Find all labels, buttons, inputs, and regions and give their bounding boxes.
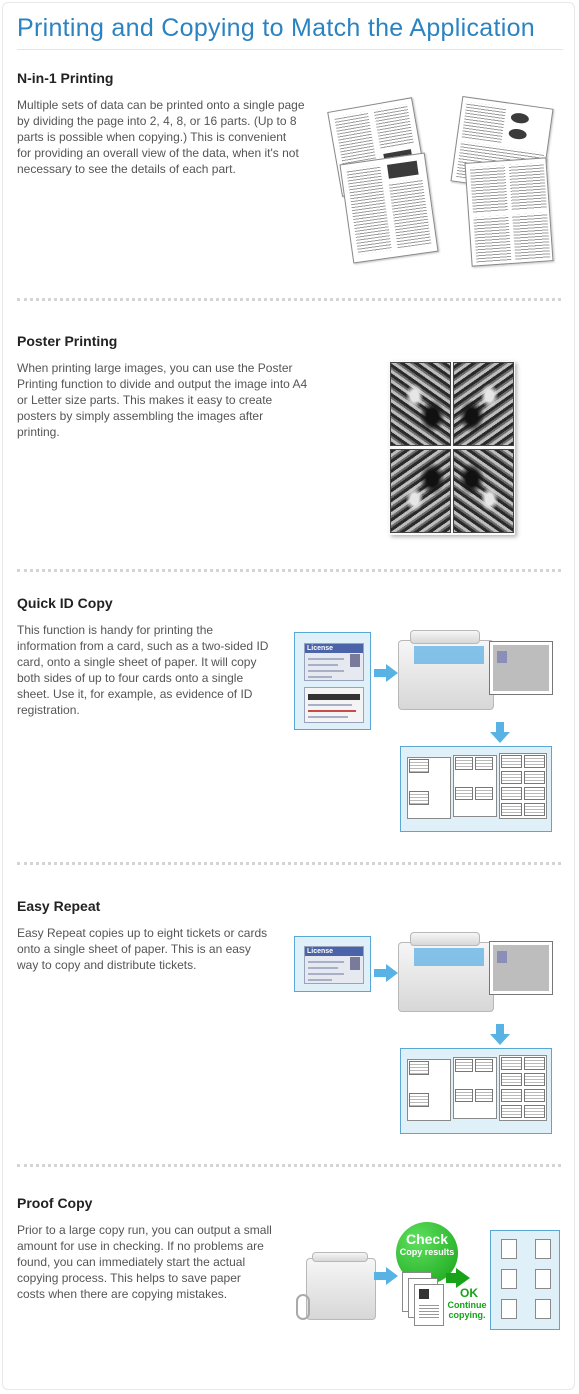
phone-handset-icon	[296, 1294, 310, 1320]
section-divider	[17, 862, 561, 865]
text-line: necessary to see the details of each part.	[17, 162, 236, 176]
text-line: parts is possible when copying.) This is convenient	[17, 130, 287, 144]
stack-sheet	[535, 1269, 551, 1289]
text-line: by dividing the page into 2, 4, 8, or 16 parts. (Up to 8	[17, 114, 297, 128]
continue-line: copying.	[448, 1310, 486, 1320]
text-line: costs when there are copying mistakes.	[17, 1287, 228, 1301]
text-line: found, you can immediately start the actual	[17, 1255, 246, 1269]
easy-repeat-illustration	[294, 930, 556, 1136]
section-description	[17, 97, 305, 177]
stack-sheet	[501, 1269, 517, 1289]
poster-tiger-image	[389, 361, 515, 535]
page-title: Printing and Copying to Match the Application	[17, 14, 563, 50]
text-line: amount for use in checking. If no problems are	[17, 1239, 264, 1253]
section-title: Proof Copy	[17, 1195, 93, 1211]
document-page	[464, 157, 553, 266]
text-line: sheet. Use it, for example, as evidence of ID	[17, 687, 253, 701]
right-arrow-icon	[386, 964, 398, 982]
down-arrow-icon	[490, 1034, 510, 1045]
stack-sheet	[535, 1299, 551, 1319]
scan-preview	[490, 642, 552, 694]
section-description	[17, 925, 267, 973]
text-line: posters by simply assembling the images after	[17, 409, 264, 423]
id-card-front: License	[304, 643, 364, 681]
right-arrow-icon	[386, 664, 398, 682]
check-title: Check	[405, 1231, 449, 1247]
section-title: N-in-1 Printing	[17, 70, 114, 86]
text-line: registration.	[17, 703, 80, 717]
section-title: Poster Printing	[17, 333, 118, 349]
section-description	[17, 622, 268, 718]
stack-sheet	[501, 1239, 517, 1259]
text-line: information from a card, such as a two-sided ID	[17, 639, 269, 653]
section-divider	[17, 569, 561, 572]
text-line: Prior to a large copy run, you can output a small	[17, 1223, 272, 1237]
text-line: way to copy and distribute tickets.	[17, 958, 197, 972]
text-line: or Letter size parts. This makes it easy to create	[17, 393, 273, 407]
down-arrow-icon	[490, 732, 510, 743]
text-line: both sides of up to four cards onto a single	[17, 671, 244, 685]
quick-id-copy-illustration	[294, 628, 556, 834]
scan-preview	[490, 942, 552, 994]
section-description	[17, 360, 307, 440]
text-line: for providing an overall view of the data, when it's not	[17, 146, 299, 160]
section-divider	[17, 1164, 561, 1167]
document-page	[339, 153, 438, 264]
section-description	[17, 1222, 272, 1302]
text-line: card, onto a single sheet of paper. It will copy	[17, 655, 257, 669]
printer-lid	[312, 1252, 368, 1262]
text-line: Multiple sets of data can be printed onto a single page	[17, 98, 305, 112]
section-divider	[17, 298, 561, 301]
output-sheets-box	[400, 746, 552, 832]
ticket-card: License	[304, 946, 364, 984]
printer-image	[306, 1258, 376, 1320]
id-card-box	[294, 632, 371, 730]
poster-tile	[453, 362, 514, 446]
ok-label: OK	[460, 1286, 478, 1300]
poster-tile	[453, 449, 514, 533]
section-title: Quick ID Copy	[17, 595, 113, 611]
output-sheets-box	[400, 1048, 552, 1134]
poster-tile	[390, 449, 451, 533]
section-title: Easy Repeat	[17, 898, 101, 914]
proof-copy-illustration	[294, 1222, 562, 1334]
n-in-1-illustration	[330, 98, 560, 268]
scanner-glass	[414, 646, 484, 664]
text-line: When printing large images, you can use the Poster	[17, 361, 293, 375]
proof-sheet	[414, 1284, 444, 1326]
text-line: printing.	[17, 425, 60, 439]
id-card-back	[304, 687, 364, 723]
output-stack-box	[490, 1230, 560, 1330]
printer-lid	[410, 630, 480, 644]
stack-sheet	[501, 1299, 517, 1319]
text-line: onto a single sheet of paper. This is an easy	[17, 942, 251, 956]
text-line: copying process. This helps to save paper	[17, 1271, 241, 1285]
continue-copying-label	[442, 1300, 492, 1320]
text-line: Printing function to divide and output the image into A4	[17, 377, 308, 391]
ticket-box	[294, 936, 371, 992]
stack-sheet	[535, 1239, 551, 1259]
check-subtitle: Copy results	[399, 1247, 455, 1257]
printer-lid	[410, 932, 480, 946]
scanner-glass	[414, 948, 484, 966]
text-line: Easy Repeat copies up to eight tickets or cards	[17, 926, 268, 940]
right-arrow-icon	[386, 1267, 398, 1285]
continue-line: Continue	[447, 1300, 487, 1310]
ok-arrow-shaft	[446, 1273, 458, 1283]
text-line: This function is handy for printing the	[17, 623, 214, 637]
poster-tile	[390, 362, 451, 446]
ok-arrow-icon	[456, 1268, 470, 1288]
